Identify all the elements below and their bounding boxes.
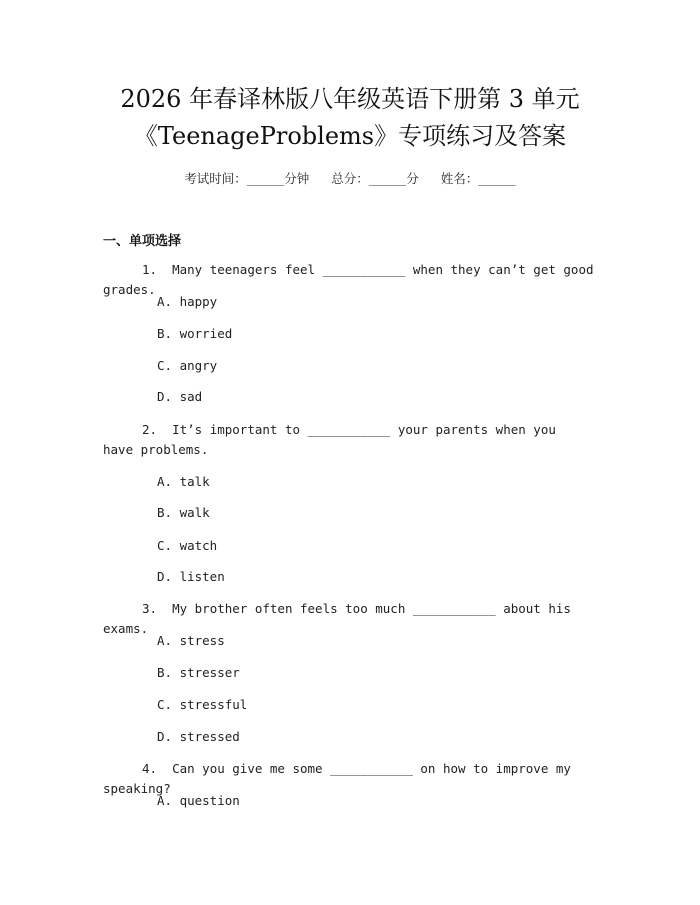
question-number: 2. [141,422,157,437]
question-text: It’s important to ___________ your parents when you have problems. [103,422,564,457]
option-2c: C. watch [157,538,218,553]
student-name: 姓名：______ [440,171,516,186]
option-2d: D. listen [157,569,225,584]
option-2b: B. walk [157,505,210,520]
question-number: 4. [141,761,157,776]
option-3c: C. stressful [157,697,248,712]
question-number: 1. [141,262,157,277]
title-line-2: 《TeenageProblems》专项练习及答案 [133,122,567,150]
question-text: Can you give me some ___________ on how to improve my speaking? [103,761,579,796]
exam-time: 考试时间：______分钟 [184,171,310,186]
title-line-1: 2026 年春译林版八年级英语下册第 3 单元 [120,85,580,113]
question-2 [103,420,563,460]
option-1a: A. happy [157,294,218,309]
option-4a: A. question [157,793,240,808]
section-heading: 一、单项选择 [103,234,182,249]
option-1d: D. sad [157,389,203,404]
option-3d: D. stressed [157,729,240,744]
exam-total-score: 总分：______分 [331,171,419,186]
option-2a: A. talk [157,474,210,489]
option-3b: B. stresser [157,665,240,680]
option-3a: A. stress [157,633,225,648]
question-text: Many teenagers feel ___________ when they can’t get good grades. [103,262,602,297]
question-number: 3. [141,601,157,616]
exam-info [0,169,700,187]
question-text: My brother often feels too much ___________ about his exams. [103,601,579,636]
option-1c: C. angry [157,358,218,373]
option-1b: B. worried [157,326,233,341]
